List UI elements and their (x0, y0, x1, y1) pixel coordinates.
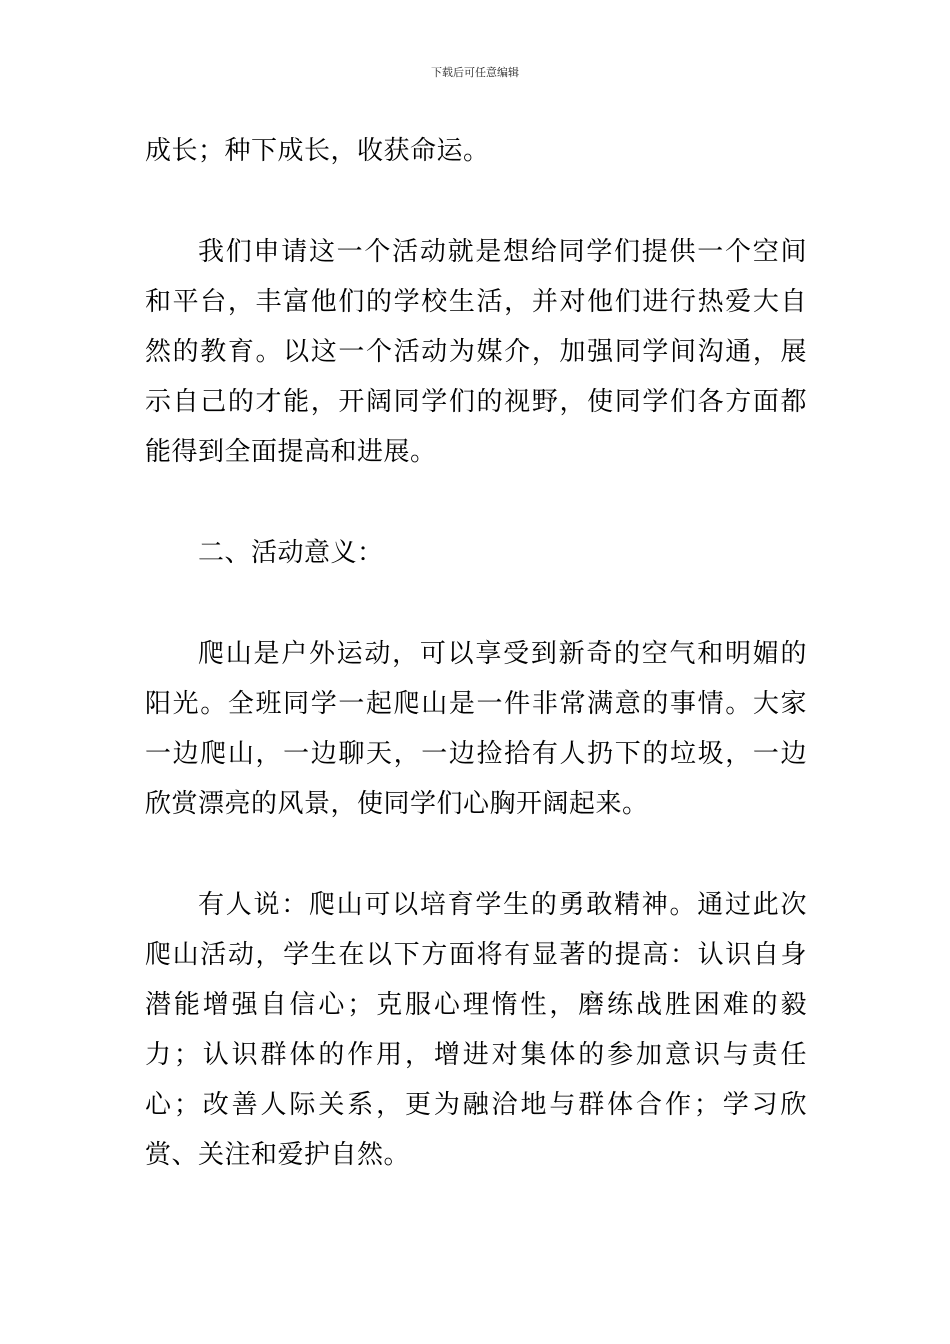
paragraph-outdoor: 爬山是户外运动，可以享受到新奇的空气和明媚的阳光。全班同学一起爬山是一件非常满意的事情。大家一边爬山，一边聊天，一边捡拾有人扔下的垃圾，一边欣赏漂亮的风景，使同学们心胸开阔起来。 (145, 639, 807, 819)
paragraph-purpose: 我们申请这一个活动就是想给同学们提供一个空间和平台，丰富他们的学校生活，并对他们进行热爱大自然的教育。以这一个活动为媒介，加强同学间沟通，展示自己的才能，开阔同学们的视野，使同学们各方面都能得到全面提高和进展。 (145, 237, 807, 467)
page-header: 下载后可任意编辑 (431, 66, 519, 79)
section-heading-significance: 二、活动意义： (198, 538, 384, 568)
paragraph-benefits: 有人说：爬山可以培育学生的勇敢精神。通过此次爬山活动，学生在以下方面将有显著的提高：认识自身潜能增强自信心；克服心理惰性，磨练战胜困难的毅力；认识群体的作用，增进对集体的参加意识与责任心；改善人际关系，更为融洽地与群体合作；学习欣赏、关注和爱护自然。 (145, 890, 807, 1170)
document-body (145, 126, 807, 1231)
paragraph-continuation: 成长；种下成长，收获命运。 (145, 136, 490, 166)
